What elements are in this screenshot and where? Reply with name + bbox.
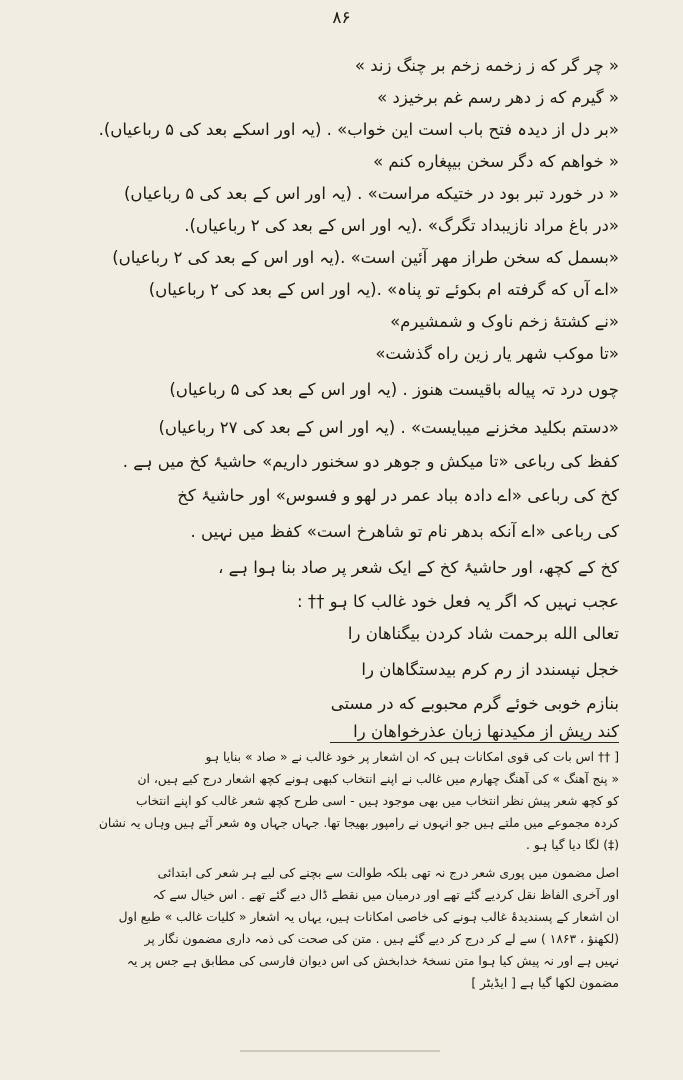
footnote-line: (‡) لگا دیا گیا ہو . xyxy=(526,838,619,852)
page-number: ۸۶ xyxy=(332,8,351,28)
footnote-rule xyxy=(330,742,619,743)
footnote-line: اور آخری الفاظ نقل کردیے گئے تھے اور درمیان میں نقطے ڈال دیے گئے تھے . اس خیال سے کہ xyxy=(152,888,619,902)
verse-line: خجل نپسندد از رم کرم بیدستگاهان را xyxy=(361,660,619,679)
text-line: «دستم بکلید مخزنے میبایست» . (یہ اور اس کے بعد کی ۲۷ رباعیاں) xyxy=(158,418,619,437)
footnote-line: « پنج آهنگ » کی آهنگ چهارم میں غالب نے اپنے انتخاب کبھی ہونے کچھ اشعار درج کیے ہیں، ان xyxy=(137,772,619,786)
footnote-line: کو کچھ شعر پیش نظر انتخاب میں بھی موجود ہیں - اسی طرح کچھ شعر غالب کو اپنے انتخاب xyxy=(136,794,619,808)
text-line: کخ کی رباعی «اے دادہ بباد عمر در لهو و فسوس» اور حاشیۂ کخ xyxy=(177,486,619,505)
text-line: کخ کے کچھ، اور حاشیۂ کخ کے ایک شعر پر صاد بنا ہوا ہے ، xyxy=(218,558,619,577)
text-line: «بسمل که سخن طراز مهر آئین است» .(یہ اور اس کے بعد کی ۲ رباعیاں) xyxy=(112,248,619,267)
footnote-line: نہیں ہے اور نہ پیش کیا ہوا متن نسخۂ خدابخش کی اس دیوان فارسی کی مطابق ہے جس پر یہ xyxy=(126,954,619,968)
text-line: « گیرم که ز دهر رسم غم برخیزد » xyxy=(377,88,619,107)
text-line: «اے آں که گرفته ام بکوئے تو پناہ» .(یہ اور اس کے بعد کی ۲ رباعیاں) xyxy=(148,280,619,299)
text-line: «بر دل از دیدہ فتح باب است این خواب» . (یہ اور اسکے بعد کی ۵ رباعیاں). xyxy=(98,120,619,139)
footnote-line: کردہ مجموعے میں ملتے ہیں جو انہوں نے رامپور بھیجا تھا. جہاں جہاں وہ شعر آئے ہیں وہاں یہ نشان xyxy=(98,816,619,830)
footnote-line: ان اشعار کے پسندیدۂ غالب ہونے کی خاصی امکانات ہیں، یہاں یہ اشعار « کلیات غالب » طبع اول xyxy=(118,910,619,924)
text-line: «تا موکب شهر یار زین راه گذشت» xyxy=(375,344,619,363)
text-line: عجب نہیں کہ اگر یہ فعل خود غالب کا ہو †† : xyxy=(297,592,619,611)
text-line: « چر گر که ز زخمه زخم بر چنگ زند » xyxy=(354,56,619,75)
footnote-line: اصل مضمون میں پوری شعر درج نہ تھی بلکہ طوالت سے بچنے کی لیے ہر شعر کی ابتدائی xyxy=(157,866,619,880)
footnote-line: (لکهنؤ ، ۱۸۶۳ ) سے لے کر درج کر دیے گئے ہیں . متن کی صحت کی ذمہ داری مضمون نگار پر xyxy=(144,932,619,946)
verse-line: تعالی الله برحمت شاد کردن بیگناهان را xyxy=(347,624,619,643)
verse-line: کند ریش از مکیدنها زبان عذرخواهان را xyxy=(353,722,619,741)
footnote-line: [ †† اس بات کی قوی امکانات ہیں کہ ان اشعار پر خود غالب نے « صاد » بنایا ہو xyxy=(205,750,619,764)
text-line: کی رباعی «اے آنکه بدهر نام تو شاهرخ است» کفظ میں نہیں . xyxy=(190,522,619,541)
text-line: کفظ کی رباعی «تا میکش و جوهر دو سخنور داریم» حاشیۂ کخ میں ہے . xyxy=(122,452,619,471)
text-line: چوں درد تہ پیاله باقیست هنوز . (یہ اور اس کے بعد کی ۵ رباعیاں) xyxy=(169,380,619,399)
text-line: «در باغ مراد نازیبداد تگرگ» .(یہ اور اس کے بعد کی ۲ رباعیاں). xyxy=(184,216,619,235)
verse-line: بنازم خوبی خوئے گرم محبوبے که در مستی xyxy=(330,694,619,713)
text-line: « در خورد تبر بود در ختیکه مراست» . (یہ اور اس کے بعد کی ۵ رباعیاں) xyxy=(124,184,619,203)
text-line: « خواهم که دگر سخن بیپغاره کنم » xyxy=(373,152,619,171)
text-line: «نے کشتهٔ زخم ناوک و شمشیرم» xyxy=(390,312,619,331)
footnote-line: مضمون لکھا گیا ہے [ ایڈیٹر ] xyxy=(471,976,619,990)
page-smudge xyxy=(240,1050,440,1052)
